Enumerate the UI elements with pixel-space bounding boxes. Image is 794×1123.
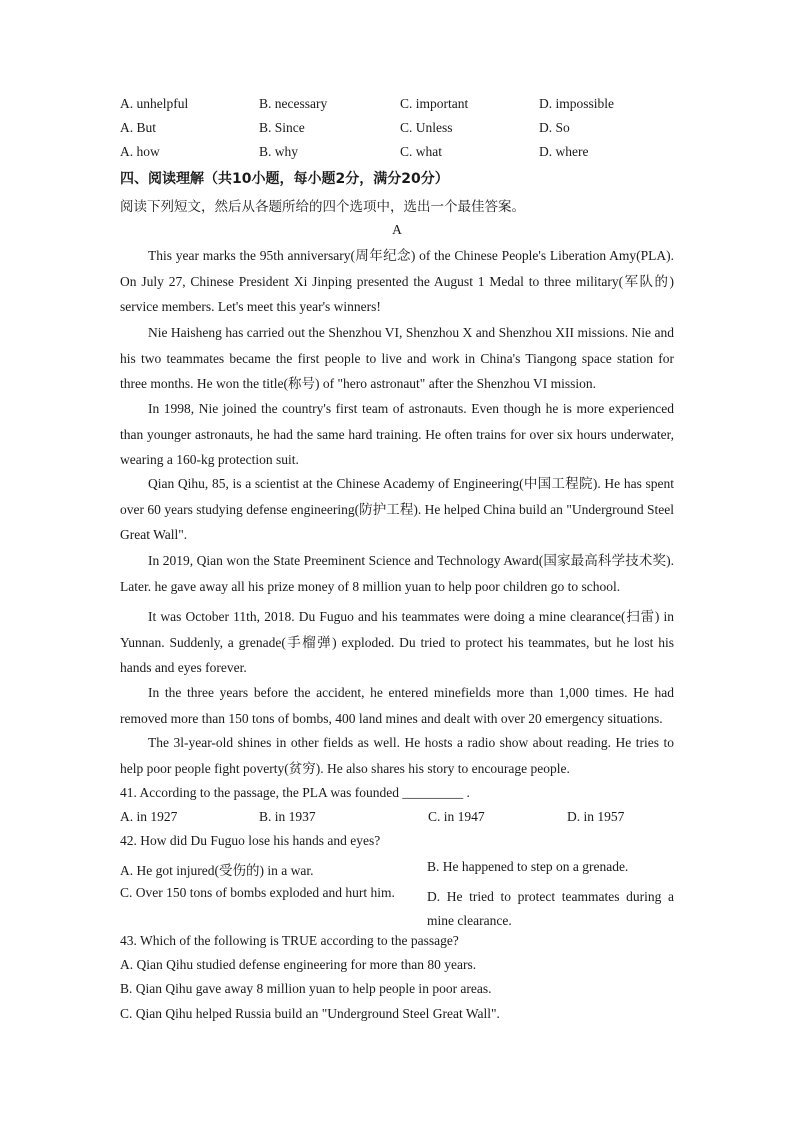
option-43-b: B. Qian Qihu gave away 8 million yuan to help people in poor areas. xyxy=(120,981,492,996)
passage-label: A xyxy=(392,222,402,237)
option-39-d: D. So xyxy=(539,120,570,135)
passage-paragraph-6: It was October 11th, 2018. Du Fuguo and his teammates were doing a mine clearance(扫雷) in Yunnan. Suddenly, a grenade(手榴弹) exploded. Du tried to protect his teammates, but he lost his hands and eyes forever. xyxy=(120,609,674,675)
passage-paragraph-7: In the three years before the accident, he entered minefields more than 1,000 times. He had removed more than 150 tons of bombs, 400 land mines and dealt with over 20 emergency situations. xyxy=(120,685,674,726)
option-38-d: D. impossible xyxy=(539,96,615,111)
option-43-a: A. Qian Qihu studied defense engineering for more than 80 years. xyxy=(120,957,477,972)
passage-paragraph-8: The 3l-year-old shines in other fields as well. He hosts a radio show about reading. He tries to help poor people fight poverty(贫穷). He also shares his story to encourage people. xyxy=(120,735,674,776)
option-41-b: B. in 1937 xyxy=(259,809,316,824)
section-heading: 四、阅读理解（共10小题，每小题2分，满分20分） xyxy=(120,171,449,187)
question-40-options xyxy=(120,144,680,164)
question-38-options xyxy=(120,96,680,116)
option-40-c: C. what xyxy=(400,144,442,159)
question-41-stem: 41. According to the passage, the PLA was founded _________ . xyxy=(120,785,470,800)
option-40-d: D. where xyxy=(539,144,589,159)
option-38-a: A. unhelpful xyxy=(120,96,189,111)
option-38-b: B. necessary xyxy=(259,96,328,111)
option-41-d: D. in 1957 xyxy=(567,809,625,824)
option-39-b: B. Since xyxy=(259,120,305,135)
passage-paragraph-5: In 2019, Qian won the State Preeminent Science and Technology Award(国家最高科学技术奖). Later. he gave away all his prize money of 8 million yuan to help poor children go to school. xyxy=(120,553,674,594)
option-42-d-text: D. He tried to protect teammates during a mine clearance. xyxy=(427,889,674,928)
option-40-b: B. why xyxy=(259,144,299,159)
passage-paragraph-2: Nie Haisheng has carried out the Shenzhou VI, Shenzhou X and Shenzhou XII missions. Nie and his two teammates became the first people to live and work in China's Tiangong space station for three months. He won the title(称号) of "hero astronaut" after the Shenzhou VI mission. xyxy=(120,325,674,391)
option-42-c: C. Over 150 tons of bombs exploded and hurt him. xyxy=(120,885,395,900)
question-42-stem: 42. How did Du Fuguo lose his hands and eyes? xyxy=(120,833,381,848)
question-43-stem: 43. Which of the following is TRUE according to the passage? xyxy=(120,933,459,948)
option-42-d xyxy=(427,885,674,933)
option-38-c: C. important xyxy=(400,96,469,111)
option-39-c: C. Unless xyxy=(400,120,453,135)
section-instruction: 阅读下列短文，然后从各题所给的四个选项中，选出一个最佳答案。 xyxy=(120,199,525,215)
passage-paragraph-1: This year marks the 95th anniversary(周年纪念) of the Chinese People's Liberation Amy(PLA). On July 27, Chinese President Xi Jinping presented the August 1 Medal to three military(军队的) service members. Let's meet this year's winners! xyxy=(120,248,674,314)
passage-paragraph-3: In 1998, Nie joined the country's first team of astronauts. Even though he is more experienced than younger astronauts, he had the same hard training. He often trains for over six hours underwater, wearing a 160-kg protection suit. xyxy=(120,401,674,467)
question-41-options xyxy=(120,809,680,829)
option-43-c: C. Qian Qihu helped Russia build an "Underground Steel Great Wall". xyxy=(120,1006,500,1021)
option-42-b: B. He happened to step on a grenade. xyxy=(427,859,629,874)
option-41-a: A. in 1927 xyxy=(120,809,178,824)
option-39-a: A. But xyxy=(120,120,157,135)
option-42-a: A. He got injured(受伤的) in a war. xyxy=(120,863,314,878)
question-39-options xyxy=(120,120,680,140)
passage-paragraph-4: Qian Qihu, 85, is a scientist at the Chinese Academy of Engineering(中国工程院). He has spent over 60 years studying defense engineering(防护工程). He helped China build an "Underground Steel Great Wall". xyxy=(120,476,674,542)
option-41-c: C. in 1947 xyxy=(428,809,485,824)
option-40-a: A. how xyxy=(120,144,160,159)
